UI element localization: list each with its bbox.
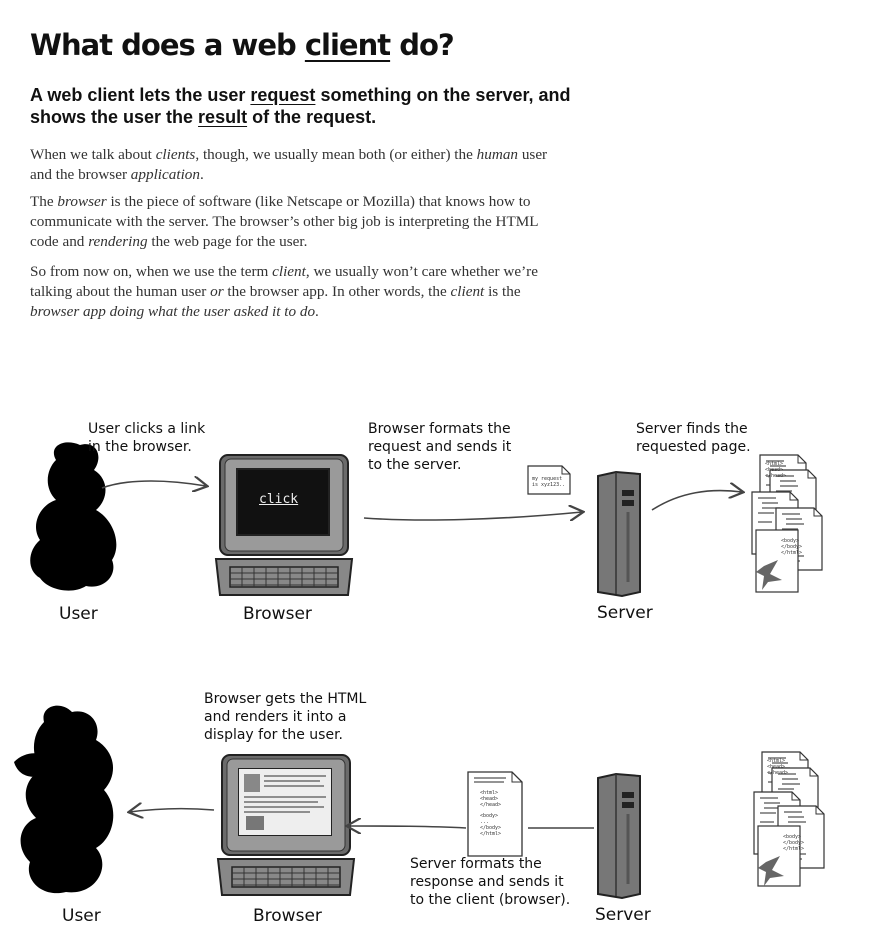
title-client-word: client [304, 28, 391, 62]
paragraph-clients: When we talk about clients, though, we usually mean both (or either) the human user and the browser application. [30, 146, 548, 183]
label-browser-bottom: Browser [253, 906, 322, 926]
label-browser-top: Browser [243, 604, 312, 624]
arrow-browser-to-user [130, 809, 214, 812]
html-pages-icon-bottom [754, 752, 824, 886]
title-text: What does a web [30, 28, 305, 62]
label-server-bottom: Server [595, 905, 651, 925]
arrow-server-to-pages [652, 491, 742, 510]
label-user-bottom: User [62, 906, 101, 926]
html-doc-text-bottom: <html> <head> </head> [767, 758, 789, 776]
computer-icon-top [216, 455, 352, 595]
label-server-top: Server [597, 603, 653, 623]
computer-icon-bottom [218, 755, 354, 895]
arrow-browser-to-server [364, 512, 582, 520]
title-text-end: do? [390, 28, 454, 62]
user-figure-bottom [14, 706, 113, 894]
screen-click-link: click [259, 492, 299, 507]
request-note-text: my request is xyz123.. [532, 476, 566, 488]
server-tower-icon-top [598, 472, 640, 596]
html-doc-text-top: <html> <head> </head> [765, 461, 787, 479]
paragraph-browser: The browser is the piece of software (like Netscape or Mozilla) that knows how to communicate with the server. The browser’s other big job is interpreting the HTML code and rendering the web page for the user. [30, 193, 538, 250]
paragraph-client-term: So from now on, when we use the term client, we usually won’t care whether we’re talking about the human user or the browser app. In other words, the client is the browser app doing what the user asked it to do. [30, 263, 538, 320]
user-figure-top [30, 442, 116, 590]
server-tower-icon-bottom [598, 774, 640, 898]
label-user-top: User [59, 604, 98, 624]
subtitle-result-word: result [198, 107, 248, 127]
html-doc-text-bottom-2: <body> </body> </html> [783, 834, 805, 852]
arrow-user-to-browser [102, 481, 206, 488]
note-user-clicks: User clicks a link in the browser. [88, 421, 206, 455]
note-browser-formats: Browser formats the request and sends it to the server. [368, 421, 512, 473]
note-server-finds: Server finds the requested page. [636, 421, 751, 455]
arrow-response-to-browser [348, 826, 466, 828]
subtitle-request-word: request [250, 85, 316, 105]
subtitle: A web client lets the user request something on the server, and shows the user the result of the request. [30, 85, 571, 127]
html-pages-icon-top [752, 455, 822, 592]
html-doc-text-top-2: <body> </body> </html> [781, 538, 803, 556]
note-server-formats-response: Server formats the response and sends it to the client (browser). [410, 856, 571, 908]
response-doc-text: <html> <head> </head> <body> ... </body> </html> [480, 790, 502, 837]
note-browser-renders: Browser gets the HTML and renders it into a display for the user. [204, 691, 367, 743]
